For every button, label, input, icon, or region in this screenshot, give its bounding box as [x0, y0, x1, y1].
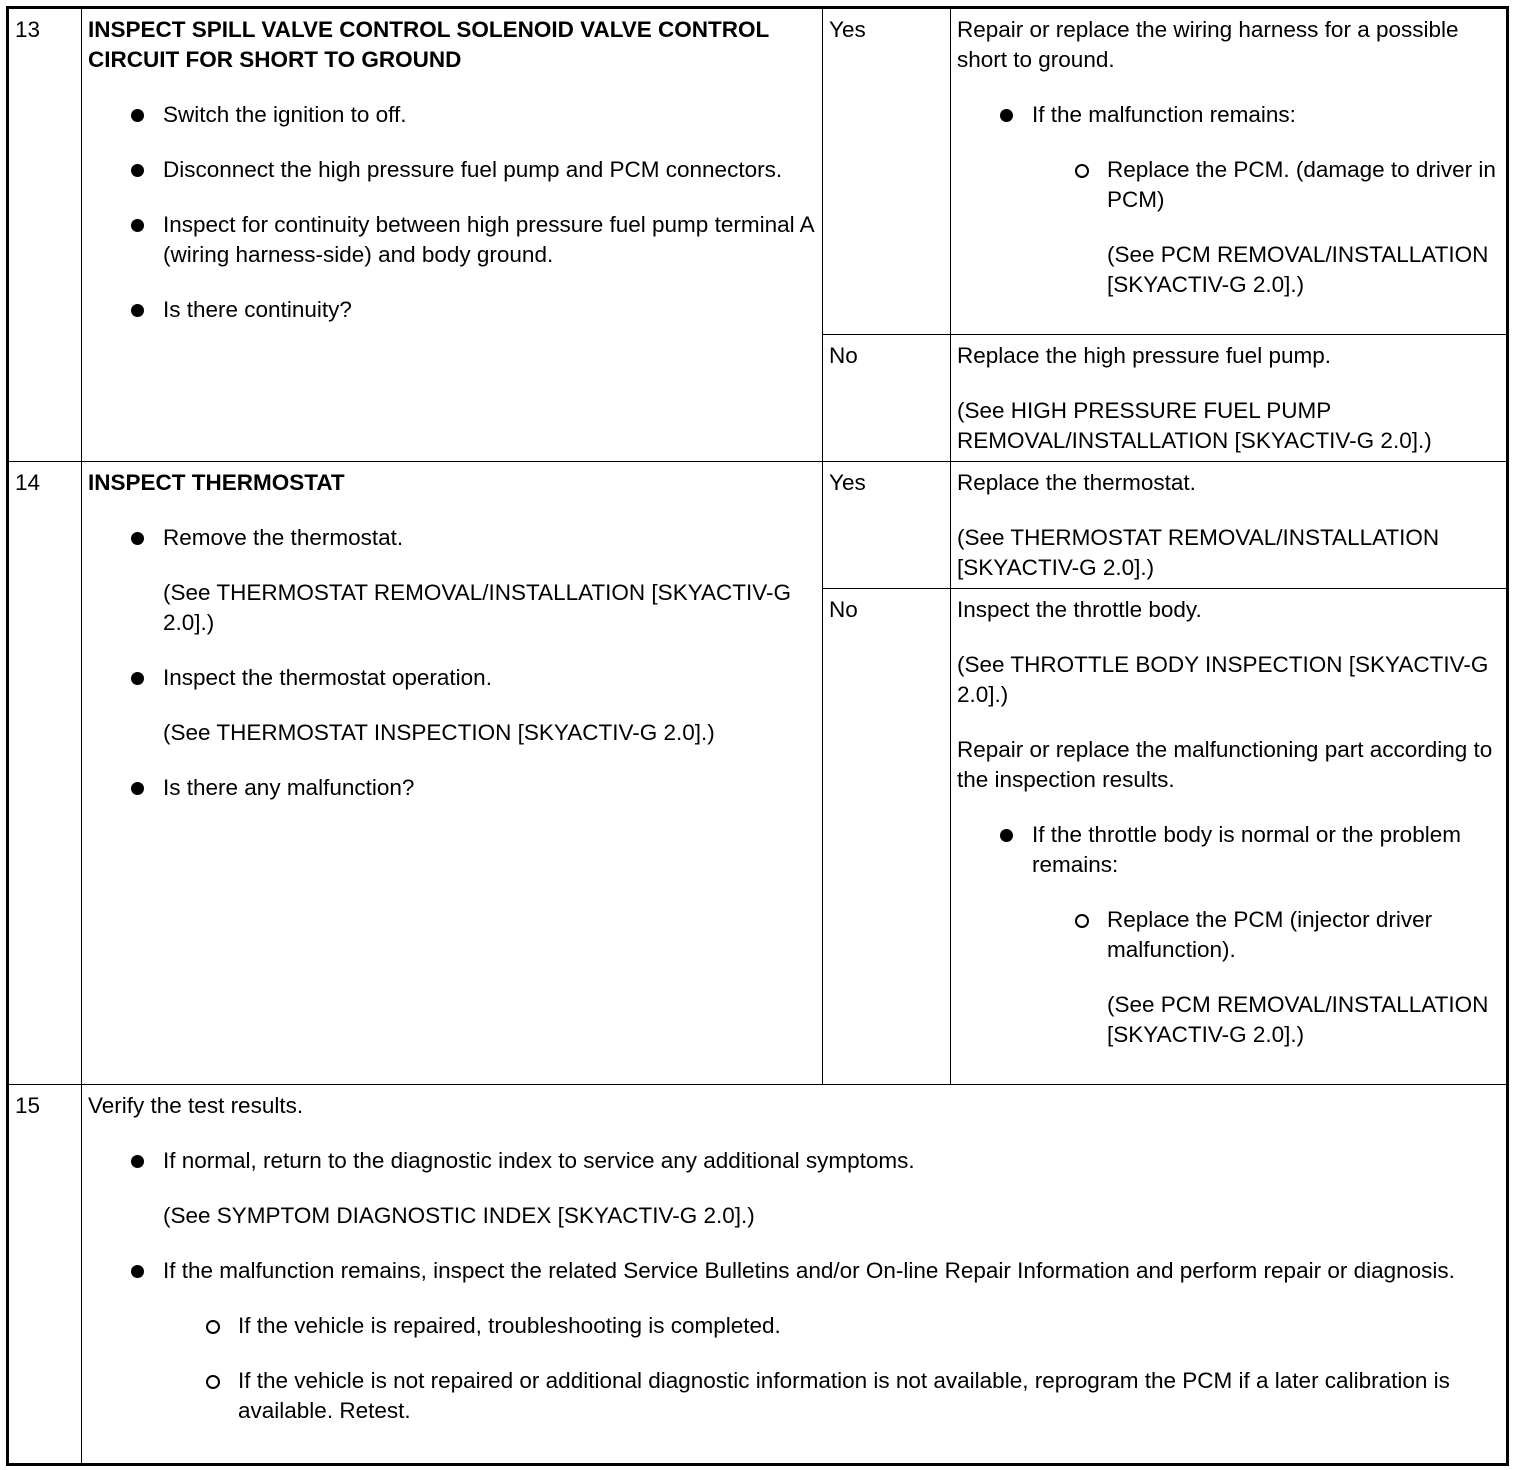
step-title: Verify the test results.: [88, 1093, 304, 1118]
action-list: [88, 1146, 1500, 1286]
step-number: 14: [8, 462, 82, 1085]
result-yes: Yes: [823, 462, 951, 589]
yes-action-cell: [951, 8, 1508, 335]
action-list: [957, 100, 1500, 300]
action-text: Inspect the throttle body.: [957, 597, 1202, 622]
list-item-text: Is there any malfunction?: [163, 775, 415, 800]
reference-text: (See THERMOSTAT INSPECTION [SKYACTIV-G 2.0].): [163, 720, 715, 745]
sub-list: [1032, 155, 1500, 300]
list-item-text: Replace the PCM. (damage to driver in PCM): [1107, 157, 1496, 212]
action-text: Replace the high pressure fuel pump.: [957, 343, 1331, 368]
no-action-cell: [951, 335, 1508, 462]
action-list: [88, 523, 816, 803]
list-item: Inspect for continuity between high pressure fuel pump terminal A (wiring harness-side) and body ground.: [88, 210, 816, 270]
list-item-text: Inspect the thermostat operation.: [163, 665, 492, 690]
list-item: Disconnect the high pressure fuel pump and PCM connectors.: [88, 155, 816, 185]
table-row: [8, 8, 1508, 335]
action-text: Repair or replace the wiring harness for a possible short to ground.: [957, 17, 1459, 72]
step-action-cell: [82, 8, 823, 462]
list-item: If the vehicle is repaired, troubleshooting is completed.: [88, 1311, 1500, 1341]
list-item-text: If normal, return to the diagnostic index to service any additional symptoms.: [163, 1148, 915, 1173]
step-number: 15: [8, 1085, 82, 1465]
reference-text: (See HIGH PRESSURE FUEL PUMP REMOVAL/INSTALLATION [SKYACTIV-G 2.0].): [957, 398, 1432, 453]
table-row: [8, 1085, 1508, 1465]
sub-list: [1032, 905, 1500, 1050]
action-list: [88, 100, 816, 325]
step-title: INSPECT SPILL VALVE CONTROL SOLENOID VALVE CONTROL CIRCUIT FOR SHORT TO GROUND: [88, 17, 769, 72]
result-no: No: [823, 335, 951, 462]
table-row: [8, 462, 1508, 589]
list-item: [88, 1146, 1500, 1231]
list-item: [88, 523, 816, 638]
list-item: If the vehicle is not repaired or additional diagnostic information is not available, reprogram the PCM if a later calibration is available. Retest.: [88, 1366, 1500, 1426]
reference-text: (See THROTTLE BODY INSPECTION [SKYACTIV-G 2.0].): [957, 652, 1489, 707]
list-item-text: Replace the PCM (injector driver malfunction).: [1107, 907, 1433, 962]
list-item: [1032, 155, 1500, 300]
step-title: INSPECT THERMOSTAT: [88, 470, 345, 495]
result-no: No: [823, 589, 951, 1085]
step-action-cell: [82, 1085, 1508, 1465]
list-item: [1032, 905, 1500, 1050]
list-item-text: If the malfunction remains, inspect the related Service Bulletins and/or On-line Repair Information and perform repair or diagnosis.: [163, 1258, 1455, 1283]
list-item: Switch the ignition to off.: [88, 100, 816, 130]
list-item: Is there continuity?: [88, 295, 816, 325]
list-item-text: Remove the thermostat.: [163, 525, 404, 550]
result-yes: Yes: [823, 8, 951, 335]
yes-action-cell: [951, 462, 1508, 589]
reference-text: (See PCM REMOVAL/INSTALLATION [SKYACTIV-G 2.0].): [1107, 242, 1489, 297]
list-item: [957, 820, 1500, 1050]
list-item-text: If the throttle body is normal or the problem remains:: [1032, 822, 1461, 877]
action-text: Repair or replace the malfunctioning part according to the inspection results.: [957, 737, 1493, 792]
reference-text: (See THERMOSTAT REMOVAL/INSTALLATION [SKYACTIV-G 2.0].): [957, 525, 1440, 580]
list-item-text: If the malfunction remains:: [1032, 102, 1296, 127]
list-item: [957, 100, 1500, 300]
sub-list: [88, 1311, 1500, 1426]
reference-text: (See SYMPTOM DIAGNOSTIC INDEX [SKYACTIV-G 2.0].): [163, 1203, 755, 1228]
reference-text: (See THERMOSTAT REMOVAL/INSTALLATION [SKYACTIV-G 2.0].): [163, 580, 792, 635]
action-list: [957, 820, 1500, 1050]
step-number: 13: [8, 8, 82, 462]
list-item: [88, 663, 816, 748]
action-text: Replace the thermostat.: [957, 470, 1196, 495]
troubleshooting-table: [6, 6, 1509, 1466]
no-action-cell: [951, 589, 1508, 1085]
reference-text: (See PCM REMOVAL/INSTALLATION [SKYACTIV-G 2.0].): [1107, 992, 1489, 1047]
step-action-cell: [82, 462, 823, 1085]
list-item: [88, 1256, 1500, 1286]
list-item: [88, 773, 816, 803]
